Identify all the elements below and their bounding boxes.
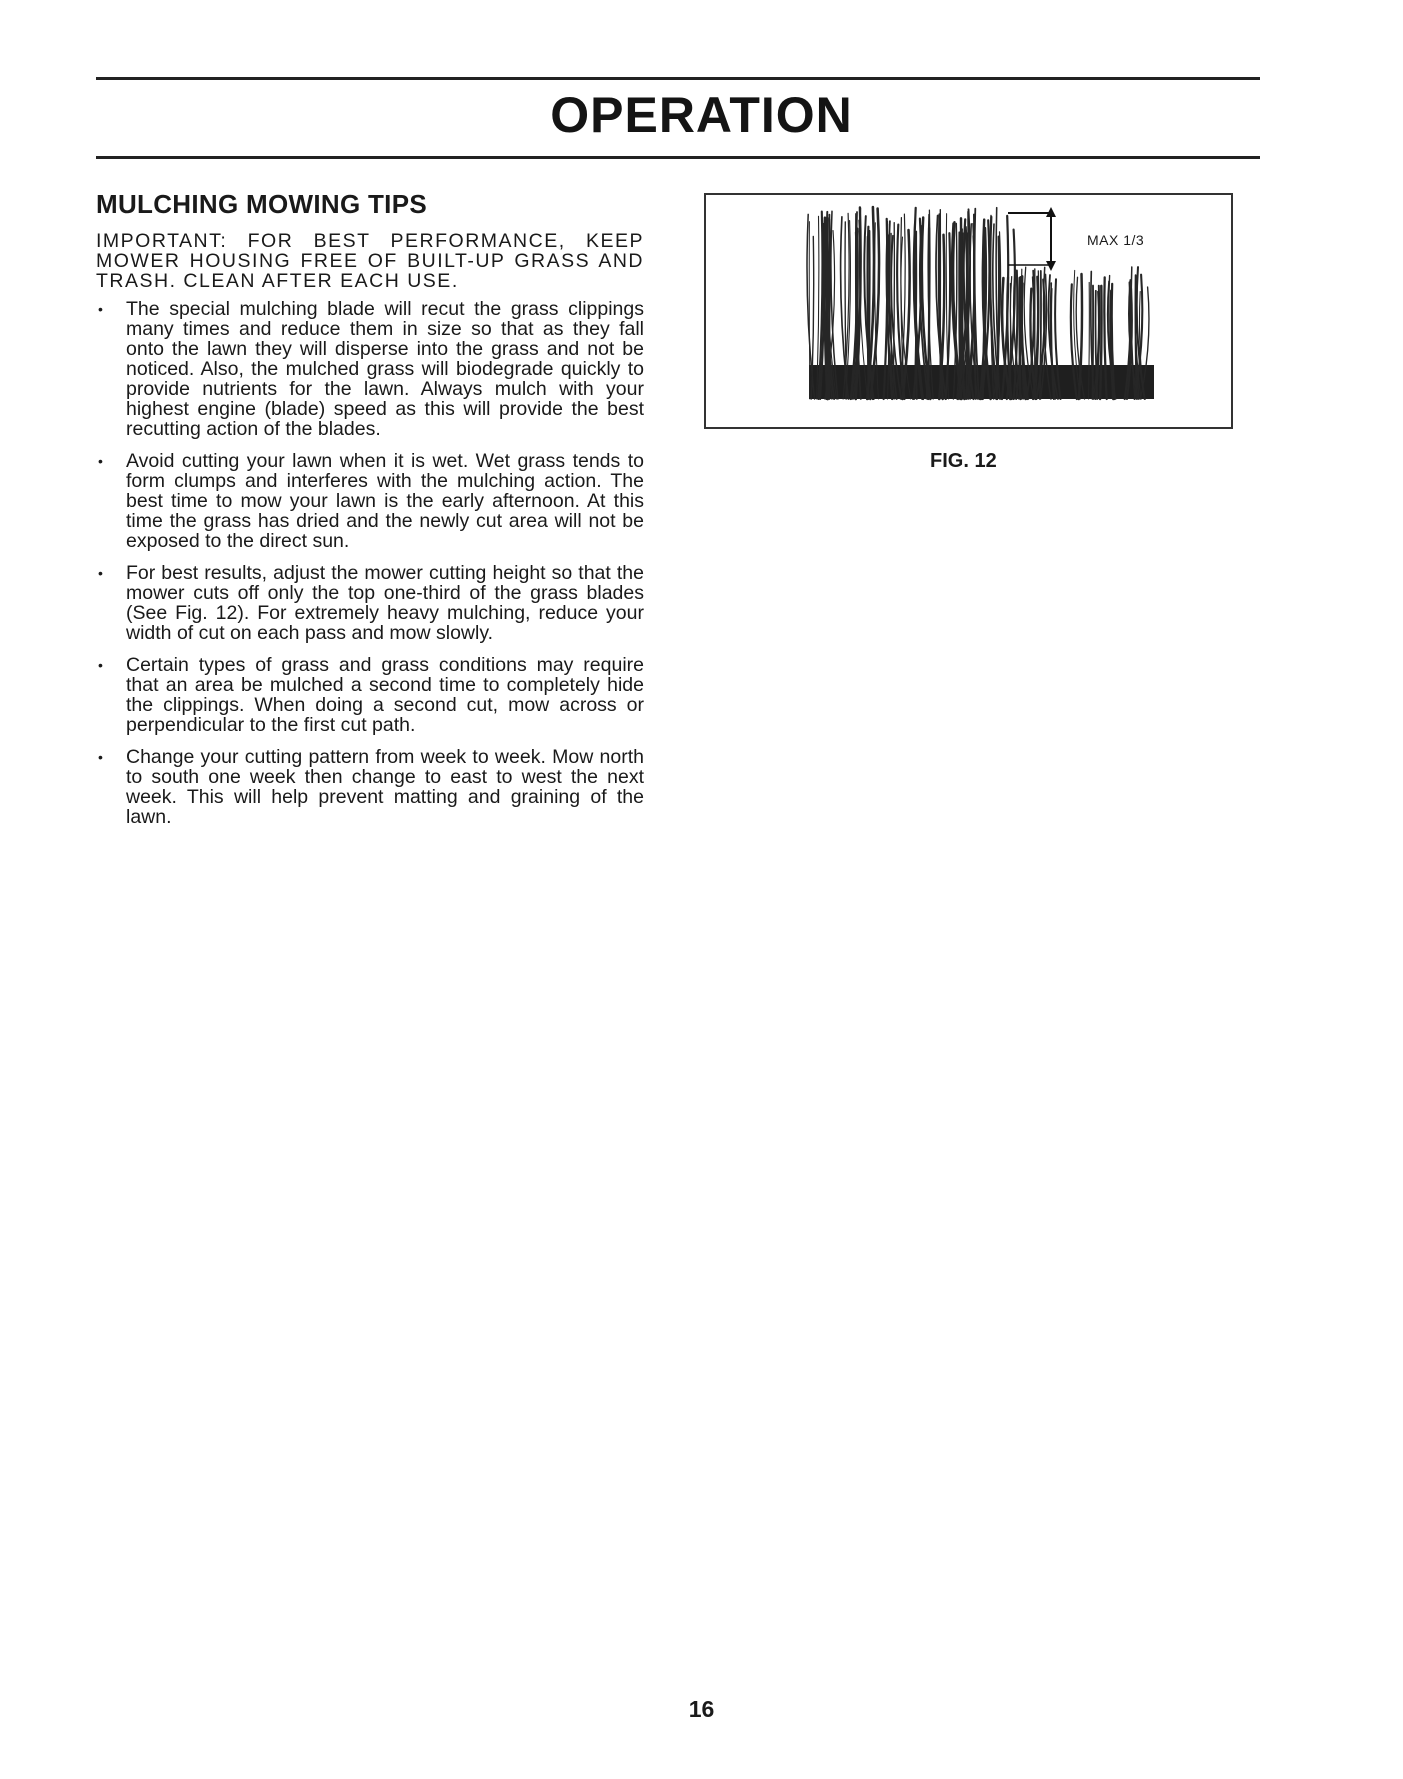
header-rule-top xyxy=(96,77,1260,80)
tip-item: • The special mulching blade will recut the grass clippings many times and reduce them in size so that as they fall onto the lawn they will disperse into the grass and not be noticed. Also, the mulched grass will biodegrade quickly to provide nutrients for the lawn. Always mulch with your highest engine (blade) speed as this will provide the best recutting action of the blades. xyxy=(96,299,644,439)
mulching-tips-column xyxy=(96,190,644,839)
important-note: IMPORTANT: FOR BEST PERFORMANCE, KEEP MOWER HOUSING FREE OF BUILT-UP GRASS AND TRASH. CLEAN AFTER EACH USE. xyxy=(96,229,644,292)
page-number: 16 xyxy=(688,1696,715,1722)
tip-item: • Avoid cutting your lawn when it is wet. Wet grass tends to form clumps and interferes with the mulching action. The best time to mow your lawn is the early afternoon. At this time the grass has dried and the newly cut area will not be exposed to the direct sun. xyxy=(96,451,644,551)
tip-item: • For best results, adjust the mower cutting height so that the mower cuts off only the top one-third of the grass blades (See Fig. 12). For extremely heavy mulching, reduce your width of cut on each pass and mow slowly. xyxy=(96,563,644,643)
max-one-third-label: MAX 1/3 xyxy=(1087,232,1145,248)
figure-caption: FIG. 12 xyxy=(930,450,997,472)
tip-item: • Certain types of grass and grass conditions may require that an area be mulched a second time to completely hide the clippings. When doing a second cut, mow across or perpendicular to the first cut path. xyxy=(96,655,644,735)
figure-12-box xyxy=(704,193,1233,429)
tip-item: • Change your cutting pattern from week to week. Mow north to south one week then change to east to west the next week. This will help prevent matting and graining of the lawn. xyxy=(96,747,644,827)
grass-blades-illustration-icon xyxy=(706,195,1231,427)
page-title: OPERATION xyxy=(550,87,853,143)
header-rule-bottom xyxy=(96,156,1260,159)
section-heading: MULCHING MOWING TIPS xyxy=(96,189,427,219)
tips-list xyxy=(96,299,644,827)
